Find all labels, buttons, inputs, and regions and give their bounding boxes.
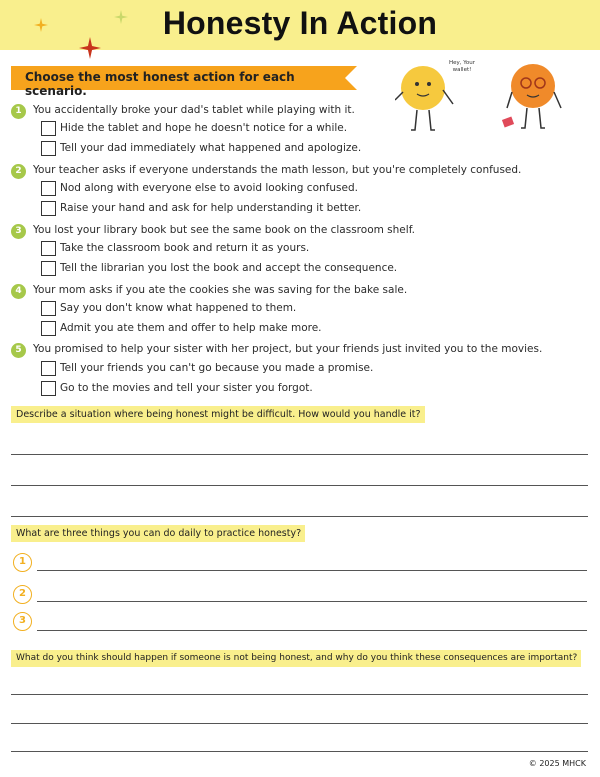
answer-line[interactable]: [37, 570, 587, 571]
scenario-question: You promised to help your sister with her project, but your friends just invited you to the movies.: [33, 343, 543, 355]
option-checkbox[interactable]: [41, 381, 56, 396]
option-checkbox[interactable]: [41, 261, 56, 276]
option-label: Admit you ate them and offer to help make more.: [60, 322, 322, 334]
answer-line[interactable]: [11, 751, 588, 752]
scenario-number-badge: 4: [11, 284, 26, 299]
scenario-number-badge: 5: [11, 343, 26, 358]
answer-line[interactable]: [11, 485, 588, 486]
scenario-question: Your mom asks if you ate the cookies she was saving for the bake sale.: [33, 284, 408, 296]
option-checkbox[interactable]: [41, 201, 56, 216]
option-label: Tell your dad immediately what happened and apologize.: [60, 142, 362, 154]
option-label: Raise your hand and ask for help understanding it better.: [60, 202, 362, 214]
option-checkbox[interactable]: [41, 181, 56, 196]
option-checkbox[interactable]: [41, 301, 56, 316]
reflection-prompt-3: What do you think should happen if someone is not being honest, and why do you think these consequences are important?: [11, 650, 581, 667]
instruction-text: Choose the most honest action for each scenario.: [25, 70, 295, 98]
option-label: Tell the librarian you lost the book and accept the consequence.: [60, 262, 398, 274]
option-label: Take the classroom book and return it as yours.: [60, 242, 310, 254]
answer-line[interactable]: [37, 601, 587, 602]
number-circle: 1: [13, 553, 32, 572]
answer-line[interactable]: [11, 454, 588, 455]
option-checkbox[interactable]: [41, 241, 56, 256]
reflection-prompt-1: Describe a situation where being honest might be difficult. How would you handle it?: [11, 406, 425, 423]
scenario-number-badge: 1: [11, 104, 26, 119]
option-label: Say you don't know what happened to them.: [60, 302, 297, 314]
scenario-question: You accidentally broke your dad's tablet while playing with it.: [33, 104, 355, 116]
number-circle: 3: [13, 612, 32, 631]
option-label: Tell your friends you can't go because you made a promise.: [60, 362, 374, 374]
copyright-text: © 2025 MHCK: [528, 759, 586, 768]
option-label: Go to the movies and tell your sister you forgot.: [60, 382, 313, 394]
answer-line[interactable]: [11, 694, 588, 695]
option-checkbox[interactable]: [41, 121, 56, 136]
scenario-number-badge: 3: [11, 224, 26, 239]
instruction-banner: [11, 66, 357, 98]
number-circle: 2: [13, 585, 32, 604]
scenario-question: You lost your library book but see the same book on the classroom shelf.: [33, 224, 415, 236]
option-label: Hide the tablet and hope he doesn't notice for a while.: [60, 122, 348, 134]
reflection-prompt-2: What are three things you can do daily to practice honesty?: [11, 525, 305, 542]
option-label: Nod along with everyone else to avoid looking confused.: [60, 182, 358, 194]
page-title: Honesty In Action: [162, 5, 438, 41]
characters-illustration: [395, 50, 575, 140]
answer-line[interactable]: [37, 630, 587, 631]
option-checkbox[interactable]: [41, 361, 56, 376]
scenario-number-badge: 2: [11, 164, 26, 179]
answer-line[interactable]: [11, 516, 588, 517]
answer-line[interactable]: [11, 723, 588, 724]
option-checkbox[interactable]: [41, 321, 56, 336]
option-checkbox[interactable]: [41, 141, 56, 156]
scenario-question: Your teacher asks if everyone understands the math lesson, but you're completely confused.: [33, 164, 522, 176]
speech-bubble: Hey, Your wallet!: [448, 60, 475, 73]
